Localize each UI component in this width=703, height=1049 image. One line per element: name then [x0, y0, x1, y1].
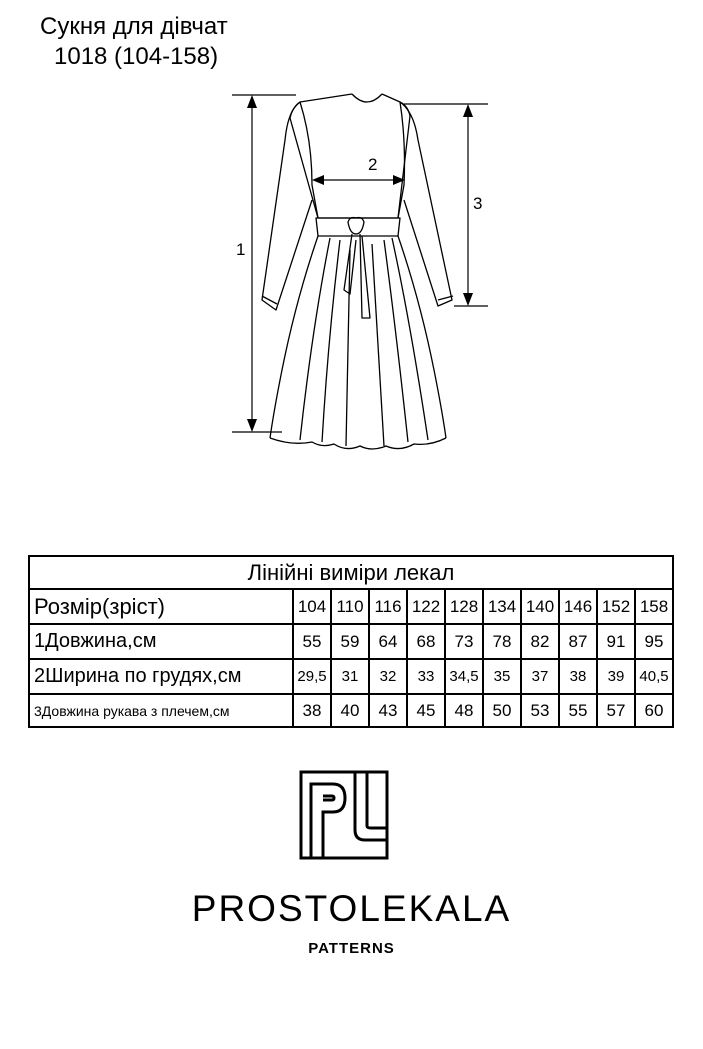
table-cell: 82: [521, 624, 559, 659]
table-cell: 59: [331, 624, 369, 659]
table-cell: 40,5: [635, 659, 673, 694]
table-cell: 43: [369, 694, 407, 727]
table-cell: 134: [483, 589, 521, 624]
table-cell: 53: [521, 694, 559, 727]
table-row-sleeve-length: [29, 694, 673, 727]
brand-subtitle: PATTERNS: [308, 940, 395, 957]
row-label: 1Довжина,см: [29, 624, 293, 659]
table-cell: 110: [331, 589, 369, 624]
table-cell: 91: [597, 624, 635, 659]
row-label: 2Ширина по грудях,см: [29, 659, 293, 694]
table-cell: 158: [635, 589, 673, 624]
table-cell: 104: [293, 589, 331, 624]
title-line-1: Сукня для дівчат: [40, 13, 228, 40]
table-cell: 146: [559, 589, 597, 624]
table-cell: 68: [407, 624, 445, 659]
table-cell: 152: [597, 589, 635, 624]
table-cell: 122: [407, 589, 445, 624]
table-cell: 48: [445, 694, 483, 727]
title-line-2: 1018 (104-158): [54, 43, 219, 70]
table-cell: 35: [483, 659, 521, 694]
table-cell: 45: [407, 694, 445, 727]
table-cell: 140: [521, 589, 559, 624]
row-label: 3Довжина рукава з плечем,см: [29, 694, 293, 727]
table-cell: 95: [635, 624, 673, 659]
table-cell: 31: [331, 659, 369, 694]
table-cell: 64: [369, 624, 407, 659]
table-cell: 37: [521, 659, 559, 694]
table-cell: 40: [331, 694, 369, 727]
measurements-table: [28, 555, 674, 728]
row-label: Розмір(зріст): [29, 589, 293, 624]
table-cell: 34,5: [445, 659, 483, 694]
table-cell: 55: [559, 694, 597, 727]
length-label: 1: [236, 240, 246, 259]
table-cell: 29,5: [293, 659, 331, 694]
table-cell: 60: [635, 694, 673, 727]
chest-label: 2: [368, 155, 378, 174]
table-cell: 128: [445, 589, 483, 624]
table-cell: 38: [559, 659, 597, 694]
table-cell: 116: [369, 589, 407, 624]
table-cell: 39: [597, 659, 635, 694]
table-row-length: [29, 624, 673, 659]
table-cell: 73: [445, 624, 483, 659]
sleeve-label: 3: [473, 194, 483, 213]
brand-name: PROSTOLEKALA: [191, 888, 512, 929]
table-row-size: [29, 589, 673, 624]
table-cell: 32: [369, 659, 407, 694]
table-cell: 87: [559, 624, 597, 659]
brand-logo-icon: [299, 770, 389, 860]
table-cell: 50: [483, 694, 521, 727]
table-cell: 78: [483, 624, 521, 659]
table-row-chest-width: [29, 659, 673, 694]
table-cell: 57: [597, 694, 635, 727]
table-heading: Лінійні виміри лекал: [29, 556, 673, 589]
table-cell: 38: [293, 694, 331, 727]
table-cell: 33: [407, 659, 445, 694]
table-cell: 55: [293, 624, 331, 659]
